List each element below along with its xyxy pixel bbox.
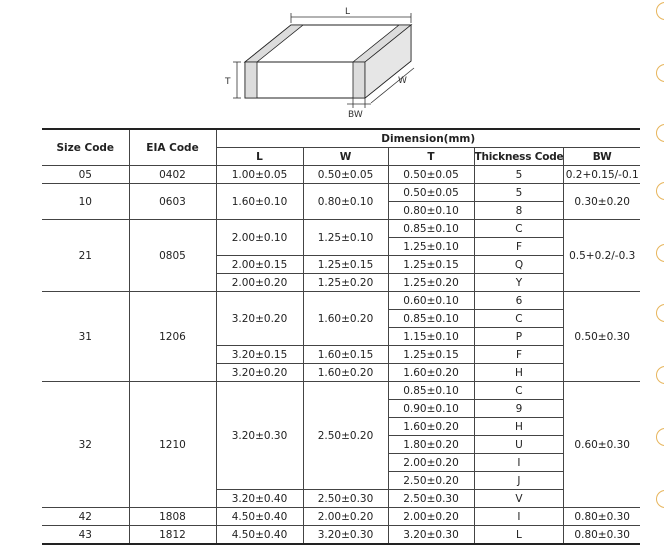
length-cell: 3.20±0.30 [216, 382, 303, 490]
thickness-code-cell: 9 [474, 400, 564, 418]
length-cell: 2.00±0.10 [216, 220, 303, 256]
header-w: W [303, 148, 388, 166]
width-cell: 0.80±0.10 [303, 184, 388, 220]
right-termination-front [353, 62, 365, 98]
length-cell: 1.00±0.05 [216, 166, 303, 184]
header-eia-code: EIA Code [129, 129, 216, 166]
thickness-cell: 0.85±0.10 [388, 310, 474, 328]
thickness-code-cell: P [474, 328, 564, 346]
header-t: T [388, 148, 474, 166]
length-cell: 4.50±0.40 [216, 508, 303, 526]
width-cell: 1.60±0.20 [303, 364, 388, 382]
bw-cell: 0.80±0.30 [564, 526, 640, 545]
eia-code-cell: 1210 [129, 382, 216, 508]
size-code-cell: 21 [42, 220, 129, 292]
chip-capacitor-diagram [0, 0, 664, 126]
thickness-cell: 3.20±0.30 [388, 526, 474, 545]
thickness-code-cell: Y [474, 274, 564, 292]
thickness-cell: 1.15±0.10 [388, 328, 474, 346]
eia-code-cell: 1206 [129, 292, 216, 382]
thickness-cell: 1.25±0.10 [388, 238, 474, 256]
bw-cell: 0.50±0.30 [564, 292, 640, 382]
header-l: L [216, 148, 303, 166]
thickness-cell: 2.50±0.30 [388, 490, 474, 508]
bw-cell: 0.30±0.20 [564, 184, 640, 220]
eia-code-cell: 0805 [129, 220, 216, 292]
thickness-cell: 1.25±0.15 [388, 346, 474, 364]
thickness-code-cell: I [474, 508, 564, 526]
bw-cell: 0.80±0.30 [564, 508, 640, 526]
bw-cell: 0.2+0.15/-0.1 [564, 166, 640, 184]
left-termination-top [245, 25, 303, 62]
thickness-code-cell: H [474, 418, 564, 436]
width-label: W [398, 76, 407, 86]
length-cell: 2.00±0.15 [216, 256, 303, 274]
size-code-cell: 05 [42, 166, 129, 184]
size-code-cell: 10 [42, 184, 129, 220]
thickness-cell: 1.25±0.20 [388, 274, 474, 292]
table-row [42, 184, 640, 202]
dimension-spec-table [42, 128, 640, 545]
edge-marker [656, 124, 664, 142]
thickness-code-cell: Q [474, 256, 564, 274]
width-cell: 3.20±0.30 [303, 526, 388, 545]
table-row [42, 382, 640, 400]
size-code-cell: 43 [42, 526, 129, 545]
edge-marker [656, 244, 664, 262]
edge-marker [656, 182, 664, 200]
edge-marker [656, 428, 664, 446]
thickness-code-cell: 5 [474, 184, 564, 202]
bw-cell: 0.60±0.30 [564, 382, 640, 508]
table-row [42, 220, 640, 238]
eia-code-cell: 0603 [129, 184, 216, 220]
left-termination-front [245, 62, 257, 98]
thickness-cell: 1.60±0.20 [388, 364, 474, 382]
edge-marker [656, 490, 664, 508]
width-cell: 2.50±0.20 [303, 382, 388, 490]
thickness-code-cell: C [474, 220, 564, 238]
thickness-code-cell: C [474, 382, 564, 400]
size-code-cell: 32 [42, 382, 129, 508]
thickness-cell: 0.50±0.05 [388, 166, 474, 184]
thickness-cell: 2.50±0.20 [388, 472, 474, 490]
thickness-label: T [225, 77, 231, 87]
edge-marker [656, 366, 664, 384]
header-bw: BW [564, 148, 640, 166]
band-width-label: BW [348, 110, 363, 120]
width-cell: 1.60±0.15 [303, 346, 388, 364]
table-row [42, 166, 640, 184]
length-cell: 3.20±0.20 [216, 292, 303, 346]
length-cell: 1.60±0.10 [216, 184, 303, 220]
header-dimension: Dimension(mm) [216, 129, 640, 148]
thickness-cell: 2.00±0.20 [388, 454, 474, 472]
thickness-cell: 0.85±0.10 [388, 220, 474, 238]
length-cell: 2.00±0.20 [216, 274, 303, 292]
thickness-cell: 1.60±0.20 [388, 418, 474, 436]
thickness-code-cell: 5 [474, 166, 564, 184]
chip-front-face [245, 62, 365, 98]
thickness-code-cell: F [474, 346, 564, 364]
bw-cell: 0.5+0.2/-0.3 [564, 220, 640, 292]
thickness-cell: 0.60±0.10 [388, 292, 474, 310]
thickness-cell: 0.50±0.05 [388, 184, 474, 202]
eia-code-cell: 1808 [129, 508, 216, 526]
thickness-code-cell: 6 [474, 292, 564, 310]
thickness-cell: 0.85±0.10 [388, 382, 474, 400]
width-cell: 0.50±0.05 [303, 166, 388, 184]
thickness-cell: 0.90±0.10 [388, 400, 474, 418]
table-row [42, 508, 640, 526]
table-row [42, 292, 640, 310]
eia-code-cell: 1812 [129, 526, 216, 545]
length-cell: 3.20±0.20 [216, 364, 303, 382]
thickness-code-cell: U [474, 436, 564, 454]
length-cell: 3.20±0.15 [216, 346, 303, 364]
length-cell: 3.20±0.40 [216, 490, 303, 508]
thickness-code-cell: F [474, 238, 564, 256]
width-cell: 1.25±0.20 [303, 274, 388, 292]
length-label: L [345, 7, 351, 17]
thickness-cell: 0.80±0.10 [388, 202, 474, 220]
width-cell: 1.60±0.20 [303, 292, 388, 346]
thickness-code-cell: I [474, 454, 564, 472]
edge-marker [656, 304, 664, 322]
thickness-code-cell: 8 [474, 202, 564, 220]
eia-code-cell: 0402 [129, 166, 216, 184]
thickness-code-cell: C [474, 310, 564, 328]
table-row [42, 526, 640, 545]
width-cell: 2.50±0.30 [303, 490, 388, 508]
thickness-code-cell: H [474, 364, 564, 382]
header-size-code: Size Code [42, 129, 129, 166]
thickness-code-cell: L [474, 526, 564, 545]
width-cell: 1.25±0.15 [303, 256, 388, 274]
size-code-cell: 42 [42, 508, 129, 526]
size-code-cell: 31 [42, 292, 129, 382]
header-thickness-code: Thickness Code [474, 148, 564, 166]
thickness-cell: 1.25±0.15 [388, 256, 474, 274]
width-cell: 2.00±0.20 [303, 508, 388, 526]
width-cell: 1.25±0.10 [303, 220, 388, 256]
thickness-code-cell: J [474, 472, 564, 490]
thickness-cell: 2.00±0.20 [388, 508, 474, 526]
thickness-cell: 1.80±0.20 [388, 436, 474, 454]
thickness-code-cell: V [474, 490, 564, 508]
length-cell: 4.50±0.40 [216, 526, 303, 545]
